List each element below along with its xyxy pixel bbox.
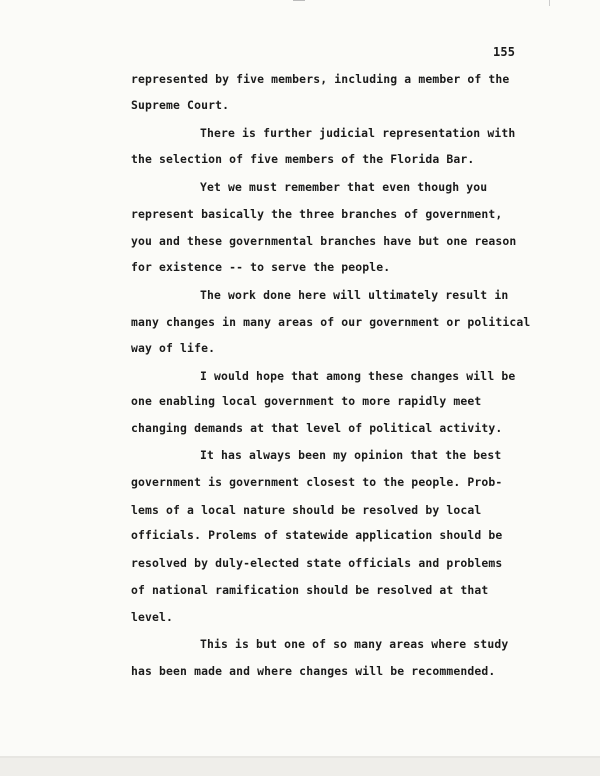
text-line: has been made and where changes will be recommended.	[131, 664, 496, 678]
text-line: for existence -- to serve the people.	[131, 260, 391, 274]
scan-background	[0, 758, 600, 776]
text-line: Yet we must remember that even though you	[200, 180, 488, 194]
text-line: government is government closest to the people. Prob-	[131, 475, 503, 489]
text-line: of national ramification should be resolved at that	[131, 583, 489, 597]
text-line: the selection of five members of the Florida Bar.	[131, 152, 475, 166]
text-line: officials. Prolems of statewide application should be	[131, 528, 503, 542]
text-line: one enabling local government to more rapidly meet	[131, 394, 482, 408]
text-line: It has always been my opinion that the best	[200, 448, 502, 462]
text-line: represented by five members, including a member of the	[131, 72, 510, 86]
text-line: resolved by duly-elected state officials and problems	[131, 556, 503, 570]
text-line: Supreme Court.	[131, 98, 230, 112]
text-line: changing demands at that level of political activity.	[131, 421, 503, 435]
text-line: There is further judicial representation with	[200, 126, 516, 140]
text-line: I would hope that among these changes will be	[200, 369, 516, 383]
text-line: way of life.	[131, 341, 216, 355]
text-line: level.	[131, 610, 174, 624]
page-number: 155	[493, 45, 516, 59]
text-line: represent basically the three branches of government,	[131, 207, 503, 221]
text-line: The work done here will ultimately result in	[200, 288, 509, 302]
scan-mark	[293, 0, 305, 1]
scan-mark	[549, 0, 550, 6]
text-line: you and these governmental branches have but one reason	[131, 234, 517, 248]
text-line: lems of a local nature should be resolved by local	[131, 503, 482, 517]
text-line: many changes in many areas of our government or political	[131, 315, 531, 329]
text-line: This is but one of so many areas where study	[200, 637, 509, 651]
